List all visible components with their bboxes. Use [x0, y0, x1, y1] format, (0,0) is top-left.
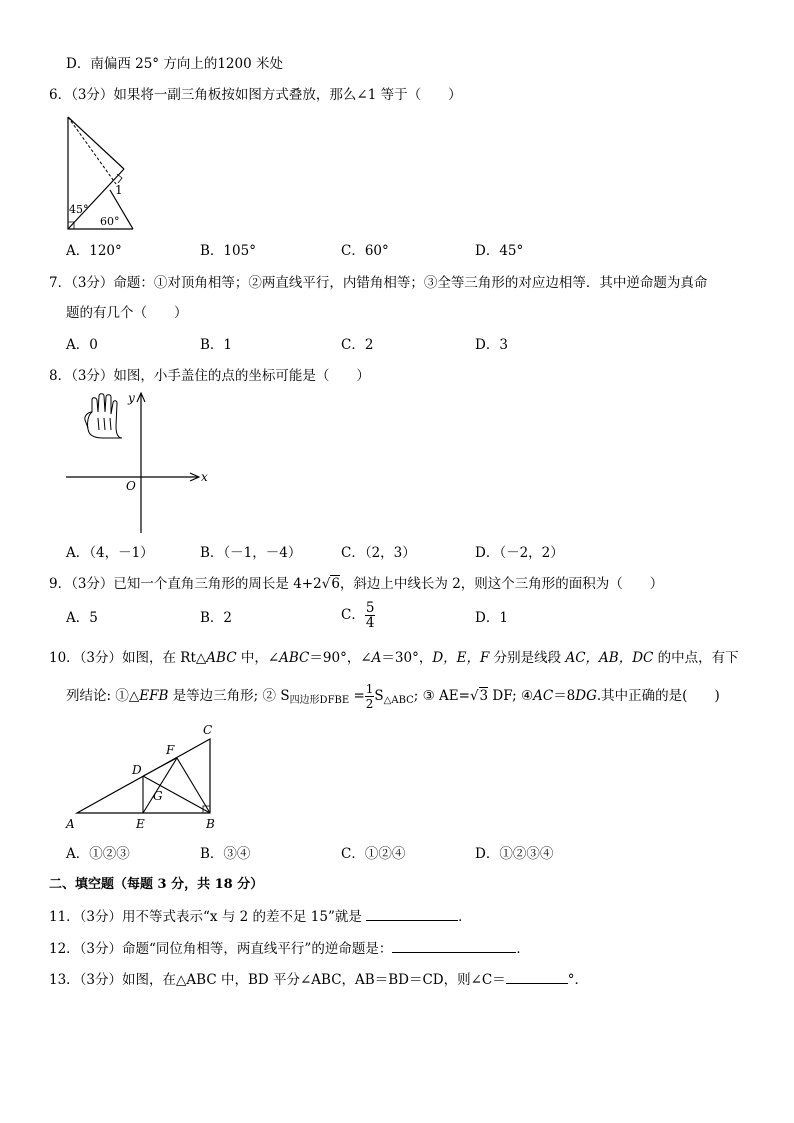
q9-option-d: D．1: [475, 610, 508, 626]
q7-option-d: D．3: [475, 337, 508, 353]
q12-answer-blank[interactable]: [392, 940, 516, 953]
q10-option-c: C．①②④: [341, 846, 406, 862]
q10-stem-line2: 列结论: ①△EFB 是等边三角形; ② $S_{四边形DFBE}$ = $\frac{1}{2}$ $S_{\triangle ABC}$; ③ AE=√3 DF; ④AC＝8DG.其中正确的是( ): [66, 682, 720, 711]
q8-figure: [60, 390, 220, 535]
q6-option-b: B．105°: [200, 243, 256, 259]
q7-option-c: C．2: [341, 337, 374, 353]
q10-option-d: D．①②③④: [475, 846, 554, 862]
q6-option-a: A．120°: [66, 243, 122, 259]
q10-label-c: C: [203, 723, 213, 737]
q9-option-c: C． $\frac{5}{4}$: [341, 600, 375, 631]
q10-option-a: A．①②③: [66, 846, 130, 862]
q11-answer-blank[interactable]: [366, 908, 458, 921]
q10-stem-line1: 10．（3分）如图，在 Rt△ABC 中，∠ABC＝90°，∠A＝30°，D，E，F 分别是线段 AC，AB，DC 的中点，有下: [49, 650, 739, 666]
q6-stem: 6．（3分）如果将一副三角板按如图方式叠放，那么∠1 等于（ ）: [49, 87, 462, 103]
q6-label-60: 60°: [100, 215, 120, 228]
q10-label-d: D: [132, 763, 142, 777]
q8-stem: 8．（3分）如图，小手盖住的点的坐标可能是（ ）: [49, 368, 370, 384]
q8-option-a: A．（4，－1）: [66, 545, 154, 561]
q6-label-45: 45°: [69, 203, 89, 216]
q6-figure: [60, 112, 140, 232]
q10-label-a: A: [66, 817, 75, 831]
section2-title: 二、填空题（每题 3 分，共 18 分）: [49, 877, 264, 892]
q8-y-label: y: [128, 391, 135, 405]
q10-label-f: F: [166, 743, 175, 757]
q6-label-1: 1: [115, 183, 123, 197]
q13-answer-blank[interactable]: [506, 971, 568, 984]
q10-label-e: E: [136, 817, 145, 831]
q10-figure: [60, 720, 230, 835]
q9-option-a: A．5: [66, 610, 98, 626]
q11-stem: 11．（3分）用不等式表示“x 与 2 的差不足 15”就是 ．: [49, 909, 472, 925]
q7-stem-line1: 7．（3分）命题：①对顶角相等；②两直线平行，内错角相等；③全等三角形的对应边相等．其中逆命题为真命: [49, 275, 708, 291]
q10-label-b: B: [206, 817, 215, 831]
q8-option-b: B．（－1，－4）: [200, 545, 302, 561]
hand-icon: [85, 394, 122, 438]
q7-option-a: A．0: [66, 337, 98, 353]
q9-option-b: B．2: [200, 610, 233, 626]
q12-stem: 12．（3分）命题“同位角相等，两直线平行”的逆命题是： ．: [49, 941, 530, 957]
q13-stem: 13．（3分）如图，在△ABC 中，BD 平分∠ABC，AB＝BD＝CD，则∠C＝ °．: [49, 972, 588, 988]
q10-label-g: G: [153, 789, 163, 803]
q6-option-c: C．60°: [341, 243, 389, 259]
q8-x-label: x: [201, 470, 208, 484]
q8-option-c: C．（2，3）: [341, 545, 416, 561]
q6-option-d: D．45°: [475, 243, 524, 259]
q8-option-d: D．（－2，2）: [475, 545, 564, 561]
q7-option-b: B．1: [200, 337, 233, 353]
q9-stem: 9．（3分）已知一个直角三角形的周长是 4+2√6，斜边上中线长为 2，则这个三角形的面积为（ ）: [49, 576, 664, 592]
q5-option-d: D．南偏西 25° 方向上的1200 米处: [66, 56, 283, 72]
q7-stem-line2: 题的有几个（ ）: [66, 305, 188, 321]
q8-origin-label: O: [126, 479, 136, 493]
q10-option-b: B．③④: [200, 846, 251, 862]
